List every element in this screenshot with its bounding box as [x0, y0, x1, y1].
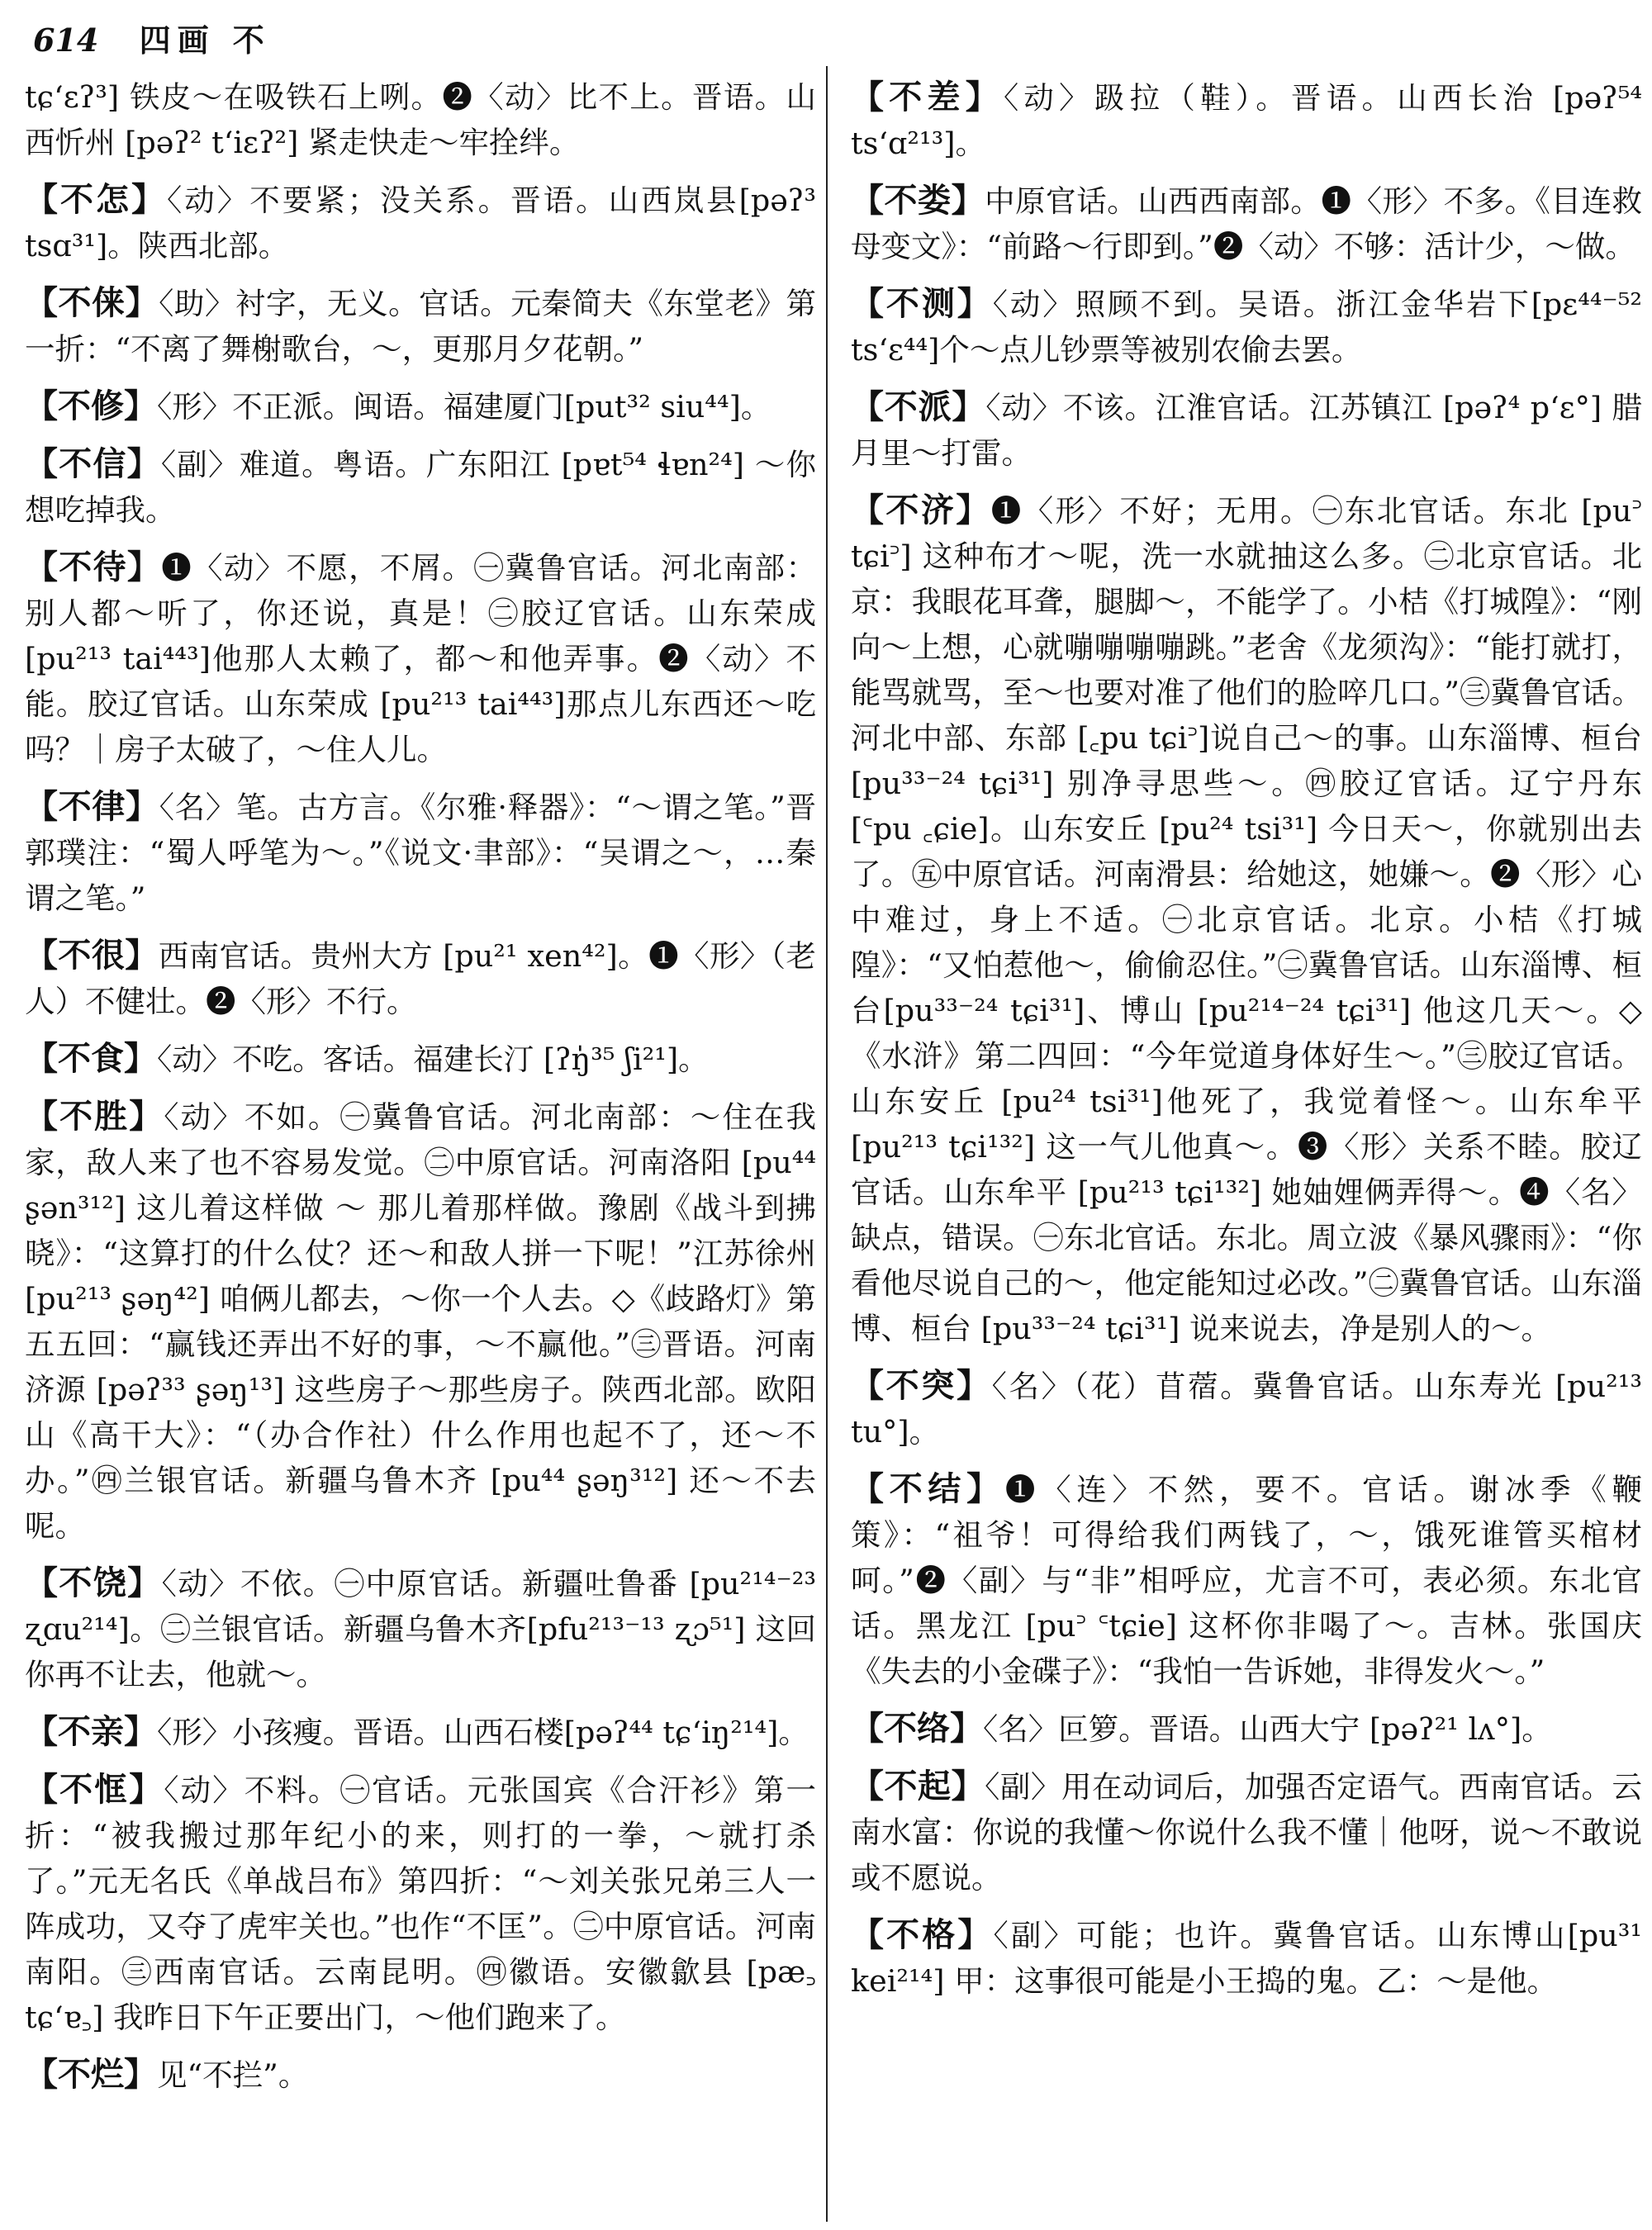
- entry-definition: 〈动〉不料。㊀官话。元张国宾《合汗衫》第一折：“被我搬过那年纪小的来，则打的一拳，～就打杀了。”元无名氏《单战吕布》第四折：“～刘关张兄弟三人一阵成功，又夺了虎牢关也。”也作“不匡”。㊁中原官话。河南南阳。㊂西南官话。云南昆明。㊃徽语。安徽歙县 [pæ꜆ tɕʻɐ꜆] 我昨日下午正要出门，～他们跑来了。: [25, 1772, 817, 2035]
- dictionary-entry: [25, 280, 816, 372]
- entry-headword: 【不亲】: [25, 1712, 157, 1751]
- entry-definition: 〈形〉不正派。闽语。福建厦门[put³² siu⁴⁴]。: [157, 389, 771, 425]
- entry-definition: 〈动〉趿拉（鞋）。晋语。山西长治 [pəʔ⁵⁴ tsʻɑ²¹³]。: [851, 80, 1643, 161]
- entry-definition: 〈名〉笔。古方言。《尔雅·释器》：“～谓之笔。”晋郭璞注：“蜀人呼笔为～。”《说文·聿部》：“吴谓之～，…秦谓之笔。”: [25, 790, 817, 916]
- entry-headword: 【不娄】: [851, 181, 985, 220]
- dictionary-entry: [25, 177, 816, 268]
- dictionary-entry: [851, 1363, 1642, 1454]
- page-title: 四画 不: [139, 21, 271, 59]
- page-number: 614: [33, 21, 99, 59]
- dictionary-entry: [851, 74, 1642, 166]
- entry-headword: 【不信】: [25, 444, 161, 483]
- entry-definition: ❶〈连〉不然，要不。官话。谢冰季《鞭策》：“祖爷！可得给我们两钱了，～，饿死谁管买棺材呵。”❷〈副〉与“非”相呼应，尤言不可，表必须。东北官话。黑龙江 [pu꜄ ꜂tɕie] 这杯你非喝了～。吉林。张国庆《失去的小金碟子》：“我怕一告诉她，非得发火～。”: [851, 1472, 1643, 1689]
- dictionary-entry: [25, 1036, 816, 1082]
- entry-definition: 〈动〉不该。江淮官话。江苏镇江 [pəʔ⁴ pʻɛ°] 腊月里～打雷。: [851, 390, 1642, 471]
- entry-definition: 〈形〉小孩瘦。晋语。山西石楼[pəʔ⁴⁴ tɕʻiŋ²¹⁴]。: [157, 1715, 809, 1750]
- dictionary-entry: [25, 784, 816, 921]
- dictionary-entry: [25, 1560, 816, 1697]
- entry-definition: 西南官话。贵州大方 [pu²¹ xen⁴²]。❶〈形〉（老人）不健壮。❷〈形〉不行。: [25, 938, 817, 1019]
- entry-headword: 【不测】: [851, 284, 993, 323]
- entry-headword: 【不食】: [25, 1039, 157, 1078]
- entry-headword: 【不差】: [851, 78, 1004, 116]
- entry-definition: 〈名〉（花）苜蓿。冀鲁官话。山东寿光 [pu²¹³ tu°]。: [851, 1369, 1642, 1450]
- entry-headword: 【不派】: [851, 387, 986, 426]
- dictionary-entry: [851, 487, 1642, 1351]
- dictionary-entry: [25, 383, 816, 429]
- entry-definition: 〈助〉衬字，无义。官话。元秦简夫《东堂老》第一折：“不离了舞榭歌台，～，更那月夕花朝。”: [25, 286, 817, 367]
- column-divider: [826, 66, 828, 2222]
- entry-definition: 〈名〉叵箩。晋语。山西大宁 [pəʔ²¹ lʌ°]。: [983, 1711, 1552, 1747]
- entry-headword: 【不济】: [851, 491, 991, 529]
- entry-headword: 【不俫】: [25, 283, 159, 322]
- entry-headword: 【不格】: [851, 1915, 994, 1954]
- entry-definition: 〈动〉照顾不到。吴语。浙江金华岩下[pɛ⁴⁴⁻⁵² tsʻɛ⁴⁴]个～点儿钞票等被别农偷去罢。: [851, 287, 1642, 368]
- entry-definition: tɕʻɛʔ³] 铁皮～在吸铁石上咧。❷〈动〉比不上。晋语。山西忻州 [pəʔ² tʻiɛʔ²] 紧走快走～牢拴绊。: [25, 79, 816, 160]
- dictionary-entry: [25, 544, 816, 772]
- dictionary-entry: [851, 281, 1642, 372]
- entry-headword: 【不起】: [851, 1767, 985, 1805]
- left-column: [25, 74, 816, 2109]
- dictionary-entry: [851, 1912, 1642, 2004]
- dictionary-entry: [25, 441, 816, 533]
- dictionary-entry: [851, 1763, 1642, 1900]
- dictionary-entry: [25, 74, 816, 165]
- entry-definition: 〈动〉不要紧；没关系。晋语。山西岚县[pəʔ³ tsɑ³¹]。陕西北部。: [25, 183, 817, 263]
- entry-definition: 〈动〉不如。㊀冀鲁官话。河北南部：～住在我家，敌人来了也不容易发觉。㊁中原官话。河南洛阳 [pu⁴⁴ ʂən³¹²] 这儿着这样做 ～ 那儿着那样做。豫剧《战斗到拂晓》：“这算打的什么仗？还～和敌人拼一下呢！”江苏徐州 [pu²¹³ ʂəŋ⁴²] 咱俩儿都去，～你一个人去。◇《歧路灯》第五五回：“赢钱还弄出不好的事，～不赢他。”㊂晋语。河南济源 [pəʔ³³ ʂəŋ¹³] 这些房子～那些房子。陕西北部。欧阳山《高干大》：“（办合作社）什么作用也起不了，还～不办。”㊃兰银官话。新疆乌鲁木齐 [pu⁴⁴ ʂəŋ³¹²] 还～不去呢。: [25, 1099, 817, 1544]
- entry-definition: 〈动〉不吃。客话。福建长汀 [ʔŋ̍³⁵ ʃi²¹]。: [157, 1041, 709, 1077]
- dictionary-entry: [851, 178, 1642, 269]
- entry-headword: 【不结】: [851, 1469, 1005, 1508]
- entry-definition: 〈副〉用在动词后，加强否定语气。西南官话。云南水富：你说的我懂～你说什么我不懂｜他呀，说～不敢说或不愿说。: [851, 1769, 1643, 1896]
- entry-headword: 【不修】: [25, 387, 157, 425]
- dictionary-entry: [851, 1706, 1642, 1752]
- entry-headword: 【不烂】: [25, 2055, 157, 2094]
- entry-definition: ❶〈形〉不好；无用。㊀东北官话。东北 [pu꜄ tɕi꜄] 这种布才～呢，洗一水就抽这么多。㊁北京官话。北京：我眼花耳聋，腿脚～，不能学了。小桔《打城隍》：“刚向～上想，心就嘣嘣嘣嘣跳。”老舍《龙须沟》：“能打就打，能骂就骂，至～也要对准了他们的脸啐几口。”㊂冀鲁官话。河北中部、东部 [꜀pu tɕi꜄]说自己～的事。山东淄博、桓台[pu³³⁻²⁴ tɕi³¹] 别净寻思些～。㊃胶辽官话。辽宁丹东 [꜂pu ꜀ɕie]。山东安丘 [pu²⁴ tsi³¹] 今日天～，你就别出去了。㊄中原官话。河南滑县：给她这，她嫌～。❷〈形〉心中难过，身上不适。㊀北京官话。北京。小桔《打城隍》：“又怕惹他～，偷偷忍住。”㊁冀鲁官话。山东淄博、桓台[pu³³⁻²⁴ tɕi³¹]、博山 [pu²¹⁴⁻²⁴ tɕi³¹] 他这几天～。◇《水浒》第二四回：“今年觉道身体好生～。”㊂胶辽官话。山东安丘 [pu²⁴ tsi³¹]他死了，我觉着怪～。山东牟平 [pu²¹³ tɕi¹³²] 这一气儿他真～。❸〈形〉关系不睦。胶辽官话。山东牟平 [pu²¹³ tɕi¹³²] 她妯娌俩弄得～。❹〈名〉缺点，错误。㊀东北官话。东北。周立波《暴风骤雨》：“你看他尽说自己的～，他定能知过必改。”㊁冀鲁官话。山东淄博、桓台 [pu³³⁻²⁴ tɕi³¹] 说来说去，净是别人的～。: [851, 493, 1643, 1346]
- entry-headword: 【不恇】: [25, 1770, 164, 1809]
- dictionary-entry: [25, 2052, 816, 2098]
- entry-headword: 【不络】: [851, 1709, 983, 1748]
- entry-headword: 【不饶】: [25, 1563, 162, 1602]
- right-column: [851, 74, 1642, 2015]
- entry-definition: ❶〈动〉不愿，不屑。㊀冀鲁官话。河北南部：别人都～听了，你还说，真是！㊁胶辽官话。山东荣成 [pu²¹³ tai⁴⁴³]他那人太赖了，都～和他弄事。❷〈动〉不能。胶辽官话。山东荣成 [pu²¹³ tai⁴⁴³]那点儿东西还～吃吗？｜房子太破了，～住人儿。: [25, 550, 816, 767]
- dictionary-entry: [25, 932, 816, 1024]
- dictionary-entry: [25, 1767, 816, 2040]
- entry-headword: 【不很】: [25, 936, 159, 975]
- dictionary-entry: [851, 384, 1642, 476]
- dictionary-entry: [25, 1094, 816, 1549]
- entry-definition: 见“不拦”。: [157, 2057, 309, 2093]
- dictionary-entry: [851, 1466, 1642, 1694]
- page-header: [33, 15, 859, 58]
- entry-headword: 【不怎】: [25, 180, 167, 219]
- entry-headword: 【不待】: [25, 548, 162, 586]
- entry-headword: 【不律】: [25, 787, 159, 826]
- dictionary-entry: [25, 1709, 816, 1755]
- entry-definition: 〈副〉难道。粤语。广东阳江 [pɐt⁵⁴ ɬɐn²⁴] ～你想吃掉我。: [25, 447, 817, 528]
- entry-headword: 【不突】: [851, 1366, 992, 1405]
- entry-definition: 中原官话。山西西南部。❶〈形〉不多。《目连救母变文》：“前路～行即到。”❷〈动〉不够：活计少，～做。: [851, 183, 1643, 264]
- entry-definition: 〈副〉可能；也许。冀鲁官话。山东博山[pu³¹ kei²¹⁴] 甲：这事很可能是小王捣的鬼。乙：～是他。: [851, 1918, 1642, 1999]
- entry-definition: 〈动〉不依。㊀中原官话。新疆吐鲁番 [pu²¹⁴⁻²³ ʐɑu²¹⁴]。㊁兰银官话。新疆乌鲁木齐[pfu²¹³⁻¹³ ʐɔ⁵¹] 这回你再不让去，他就～。: [25, 1566, 816, 1692]
- entry-headword: 【不胜】: [25, 1097, 164, 1136]
